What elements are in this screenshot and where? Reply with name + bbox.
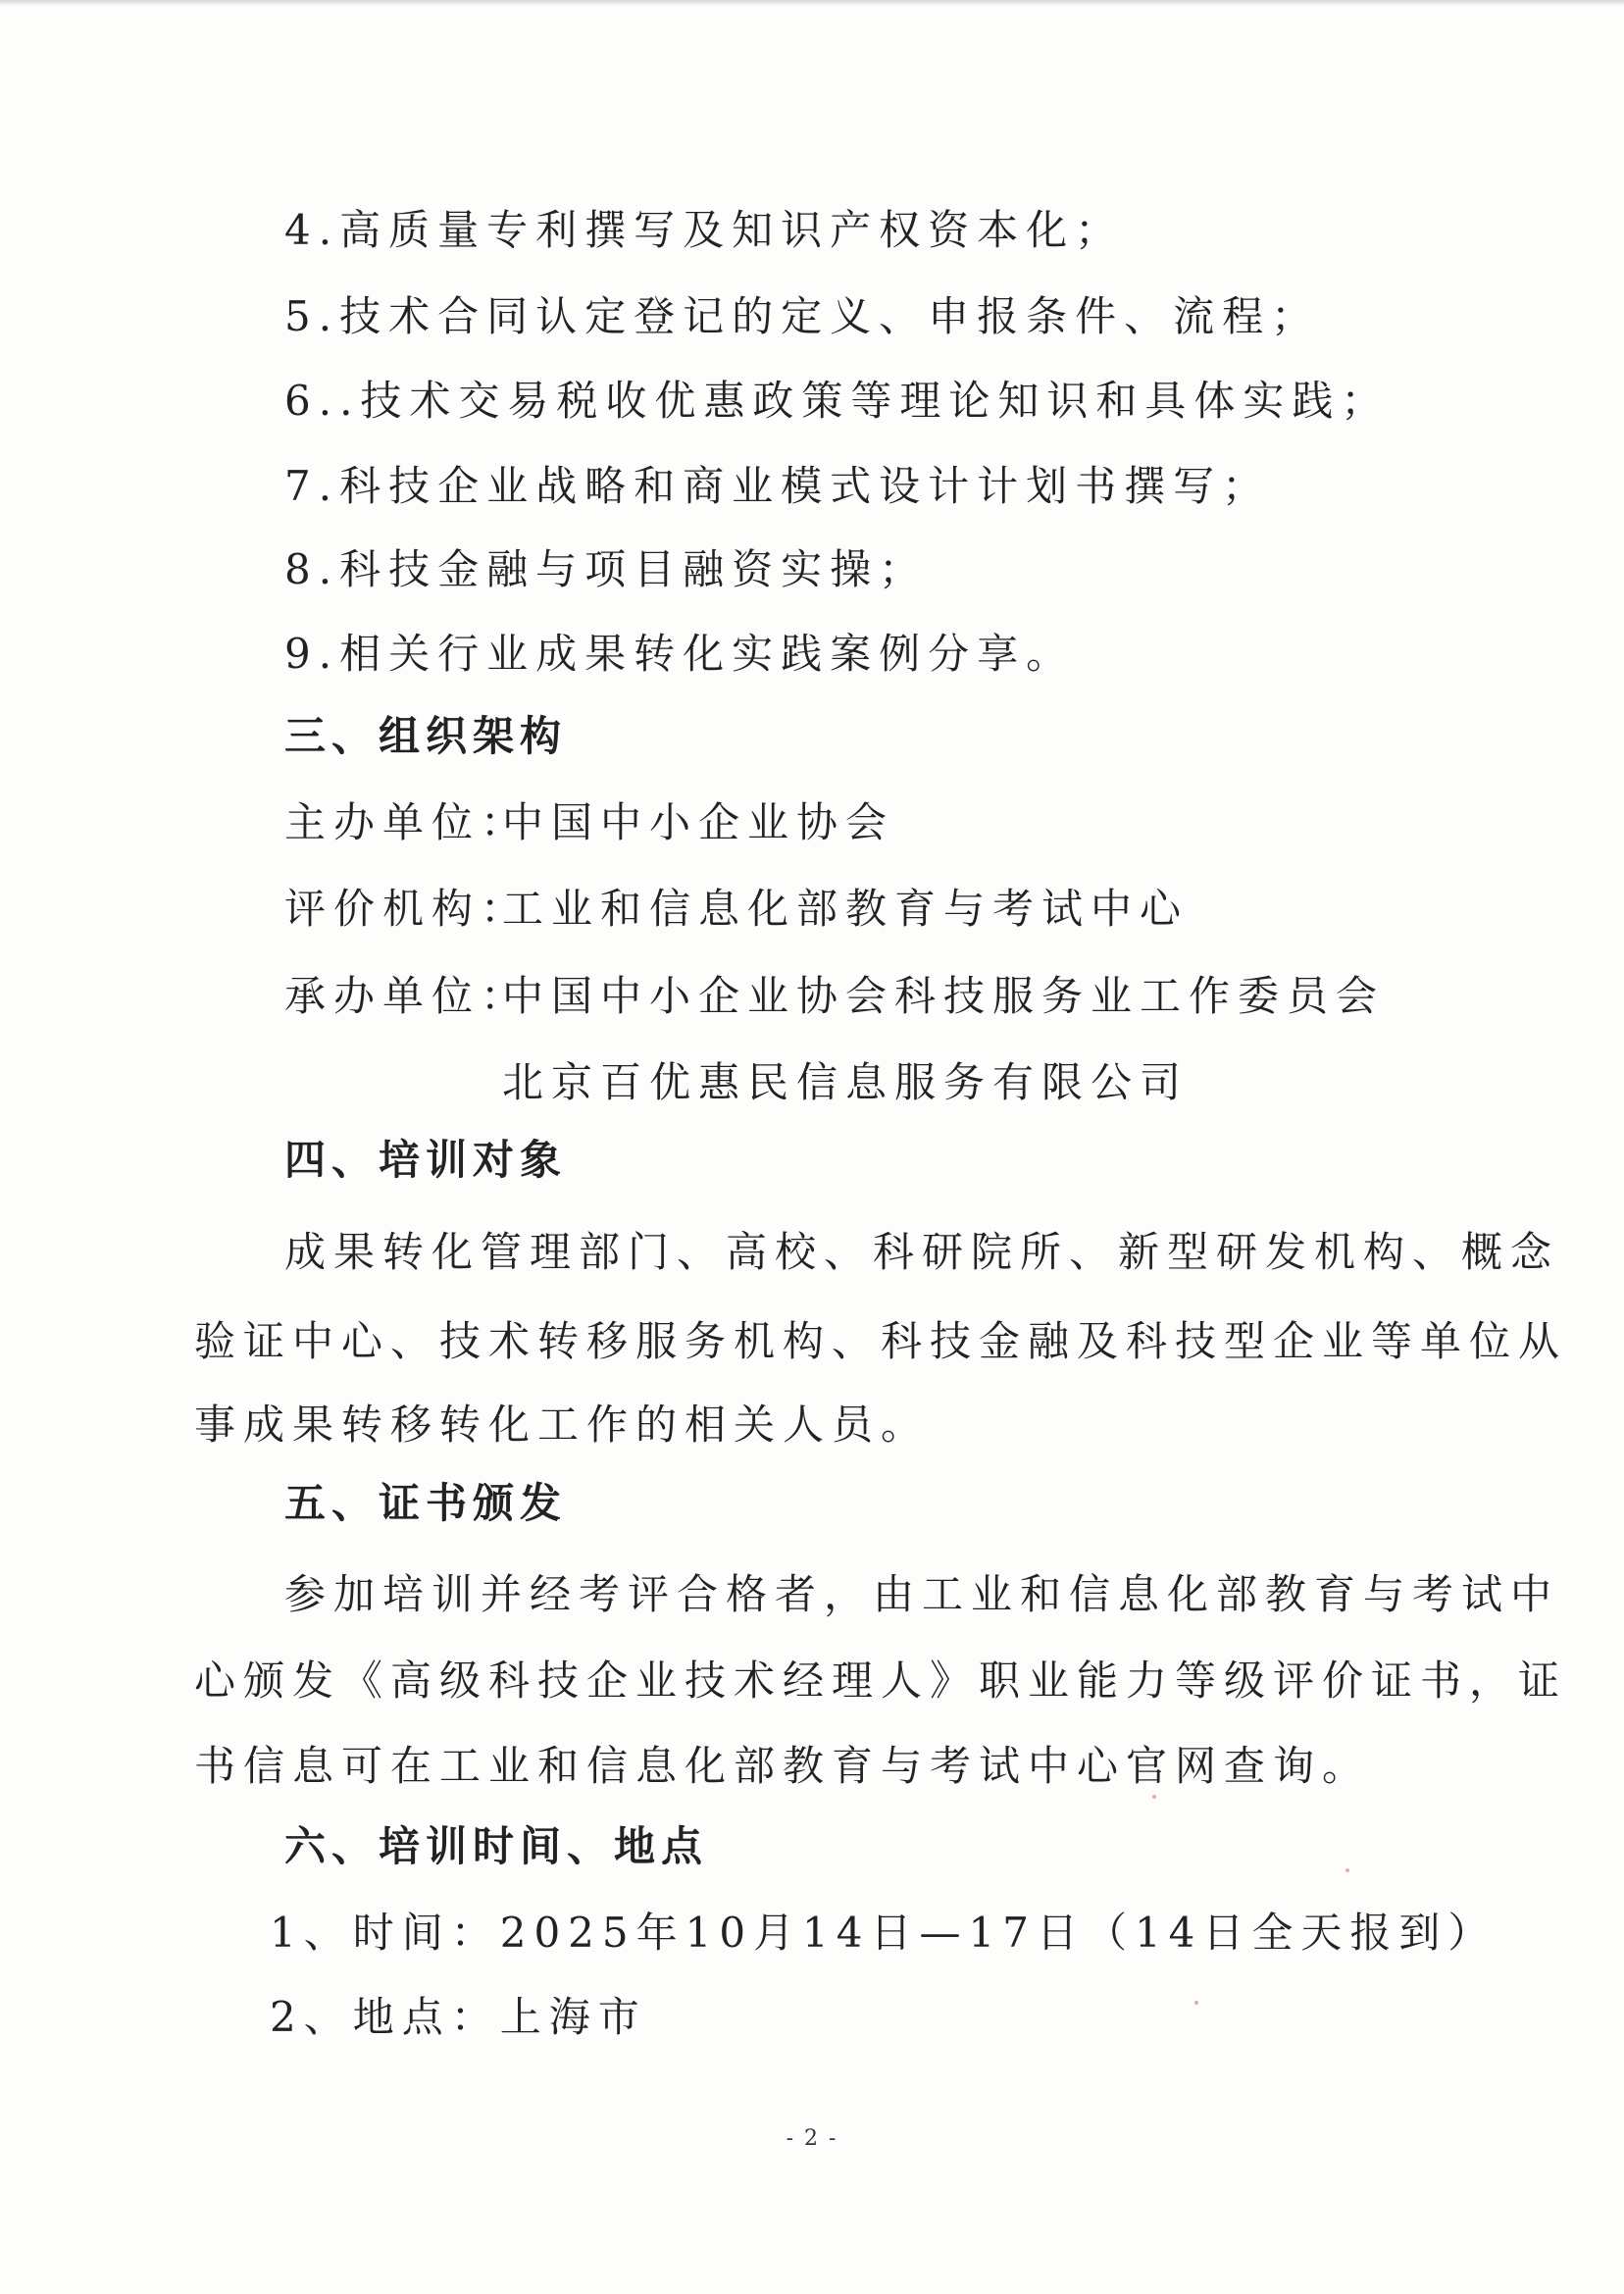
training-time: 1、时间：2025年10月14日—17日（14日全天报到）: [270, 1909, 1497, 1957]
list-item: 5.技术合同认定登记的定义、申报条件、流程；: [284, 292, 1321, 340]
organizer-label: 承办单位：: [284, 972, 531, 1020]
organizer-value: 中国中小企业协会科技服务业工作委员会: [502, 972, 1386, 1020]
scan-speck: [1152, 1795, 1156, 1799]
scan-speck: [1345, 1868, 1349, 1872]
paragraph-line: 事成果转移转化工作的相关人员。: [194, 1401, 931, 1449]
list-item: 6..技术交易税收优惠政策等理论知识和具体实践；: [284, 377, 1391, 425]
paragraph-line: 成果转化管理部门、高校、科研院所、新型研发机构、概念: [284, 1228, 1560, 1276]
section-heading: 三、组织架构: [284, 712, 568, 760]
list-item: 9.相关行业成果转化实践案例分享。: [284, 630, 1076, 678]
scan-edge: [0, 0, 1624, 6]
paragraph-line: 参加培训并经考评合格者，由工业和信息化部教育与考试中: [284, 1570, 1560, 1618]
eval-value: 工业和信息化部教育与考试中心: [502, 885, 1190, 933]
list-item: 8.科技金融与项目融资实操；: [284, 545, 929, 593]
paragraph-line: 验证中心、技术转移服务机构、科技金融及科技型企业等单位从: [194, 1317, 1568, 1365]
section-heading: 四、培训对象: [284, 1136, 568, 1184]
list-item: 4.高质量专利撰写及知识产权资本化；: [284, 206, 1125, 254]
section-heading: 五、证书颁发: [284, 1479, 568, 1527]
eval-label: 评价机构：: [284, 885, 531, 933]
host-value: 中国中小企业协会: [502, 798, 895, 846]
training-place: 2、地点：上海市: [270, 1993, 647, 2041]
section-heading: 六、培训时间、地点: [284, 1822, 709, 1870]
paragraph-line: 书信息可在工业和信息化部教育与考试中心官网查询。: [194, 1742, 1372, 1790]
page-number: - 2 -: [786, 2126, 838, 2151]
paragraph-line: 心颁发《高级科技企业技术经理人》职业能力等级评价证书，证: [194, 1657, 1568, 1705]
host-label: 主办单位：: [284, 798, 531, 846]
scan-speck: [1194, 2001, 1198, 2005]
list-item: 7.科技企业战略和商业模式设计计划书撰写；: [284, 462, 1272, 510]
organizer-value: 北京百优惠民信息服务有限公司: [502, 1058, 1190, 1106]
